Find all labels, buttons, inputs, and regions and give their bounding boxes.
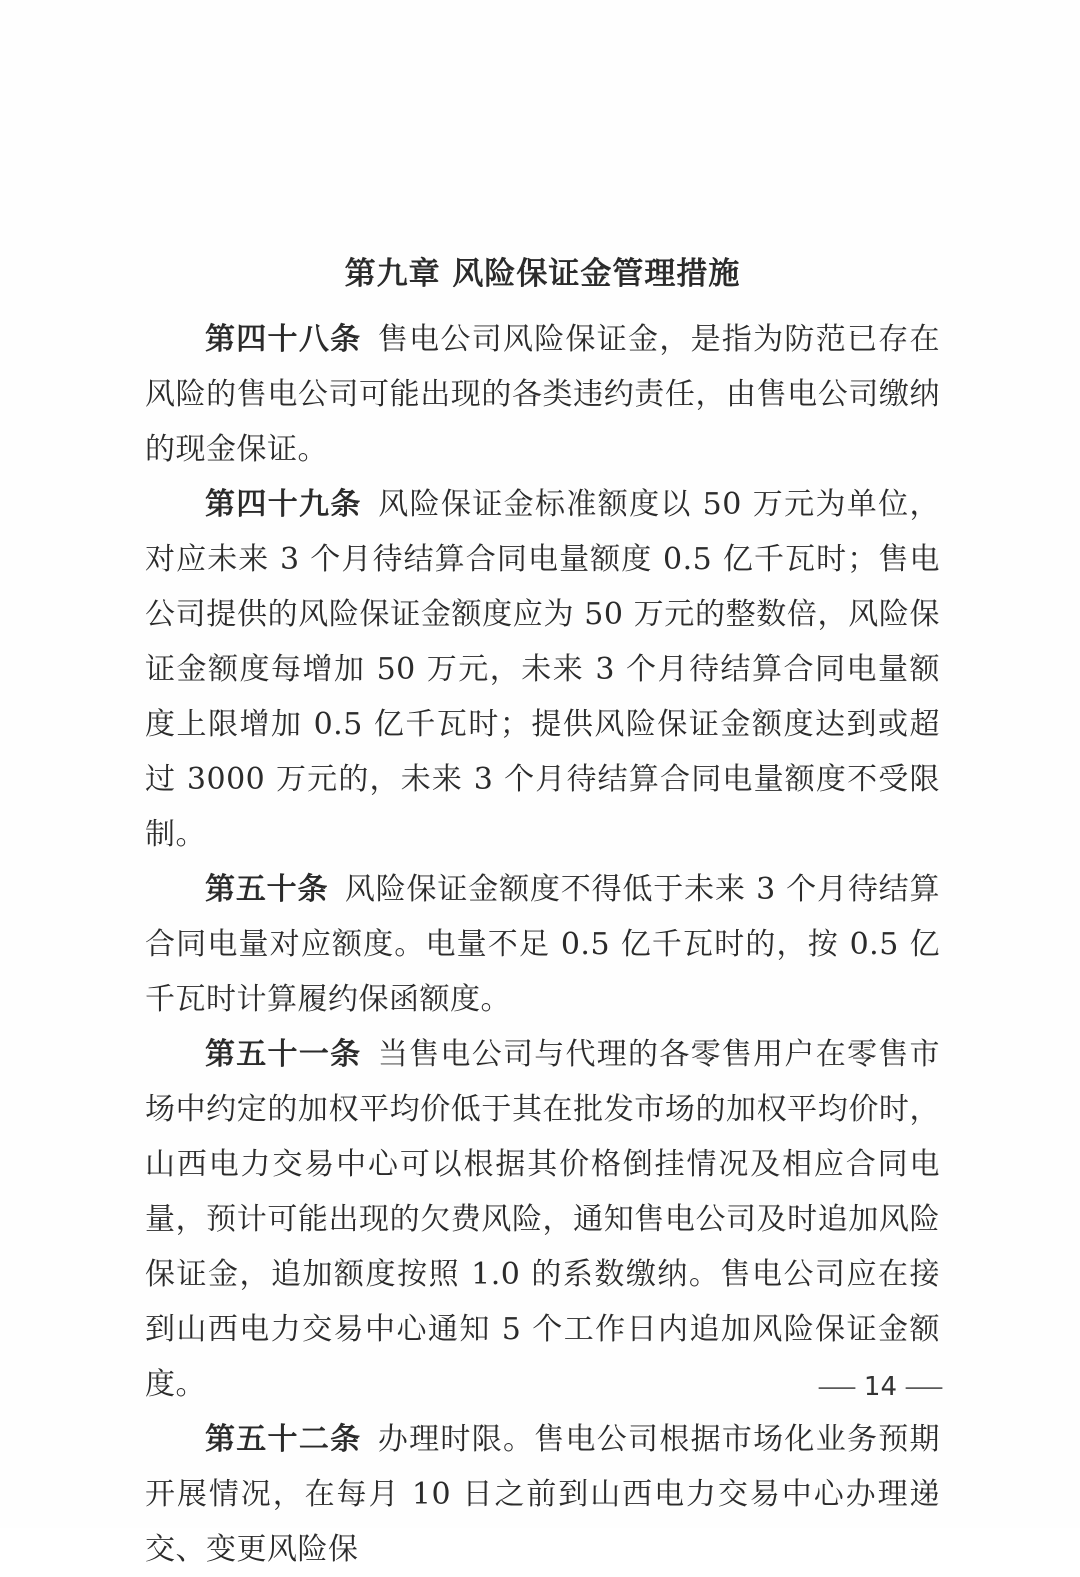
article-50 bbox=[145, 862, 940, 1027]
page-footer bbox=[816, 1372, 945, 1402]
article-52-text: 办理时限。售电公司根据市场化业务预期开展情况，在每月 10 日之前到山西电力交易中心办理递交、变更风险保 bbox=[145, 1422, 941, 1567]
article-50-number: 第五十条 bbox=[205, 872, 329, 907]
article-48 bbox=[145, 312, 940, 477]
article-49 bbox=[145, 477, 940, 862]
article-49-text: 风险保证金标准额度以 50 万元为单位，对应未来 3 个月待结算合同电量额度 0.5 亿千瓦时；售电公司提供的风险保证金额度应为 50 万元的整数倍，风险保证金额度每增加 50 万元，未来 3 个月待结算合同电量额度上限增加 0.5 亿千瓦时；提供风险保证金额度达到或超过 3000 万元的，未来 3 个月待结算合同电量额度不受限制。 bbox=[145, 487, 940, 852]
article-48-number: 第四十八条 bbox=[205, 322, 362, 357]
article-50-text: 风险保证金额度不得低于未来 3 个月待结算合同电量对应额度。电量不足 0.5 亿千瓦时的，按 0.5 亿千瓦时计算履约保函额度。 bbox=[145, 872, 941, 1017]
article-52-number: 第五十二条 bbox=[205, 1422, 362, 1457]
article-48-text: 售电公司风险保证金，是指为防范已存在风险的售电公司可能出现的各类违约责任，由售电公司缴纳的现金保证。 bbox=[145, 322, 941, 467]
article-51-text: 当售电公司与代理的各零售用户在零售市场中约定的加权平均价低于其在批发市场的加权平均价时，山西电力交易中心可以根据其价格倒挂情况及相应合同电量，预计可能出现的欠费风险，通知售电公司及时追加风险保证金，追加额度按照 1.0 的系数缴纳。售电公司应在接到山西电力交易中心通知 5 个工作日内追加风险保证金额度。 bbox=[145, 1037, 941, 1402]
page-number: 14 bbox=[863, 1372, 897, 1402]
article-49-number: 第四十九条 bbox=[205, 487, 362, 522]
footer-right-dash: — bbox=[903, 1372, 945, 1402]
article-51-number: 第五十一条 bbox=[205, 1037, 362, 1072]
footer-left-dash: — bbox=[816, 1372, 858, 1402]
article-52 bbox=[145, 1412, 940, 1577]
chapter-title: 第九章 风险保证金管理措施 bbox=[344, 256, 741, 292]
document-content bbox=[145, 0, 940, 1577]
article-51 bbox=[145, 1027, 940, 1412]
